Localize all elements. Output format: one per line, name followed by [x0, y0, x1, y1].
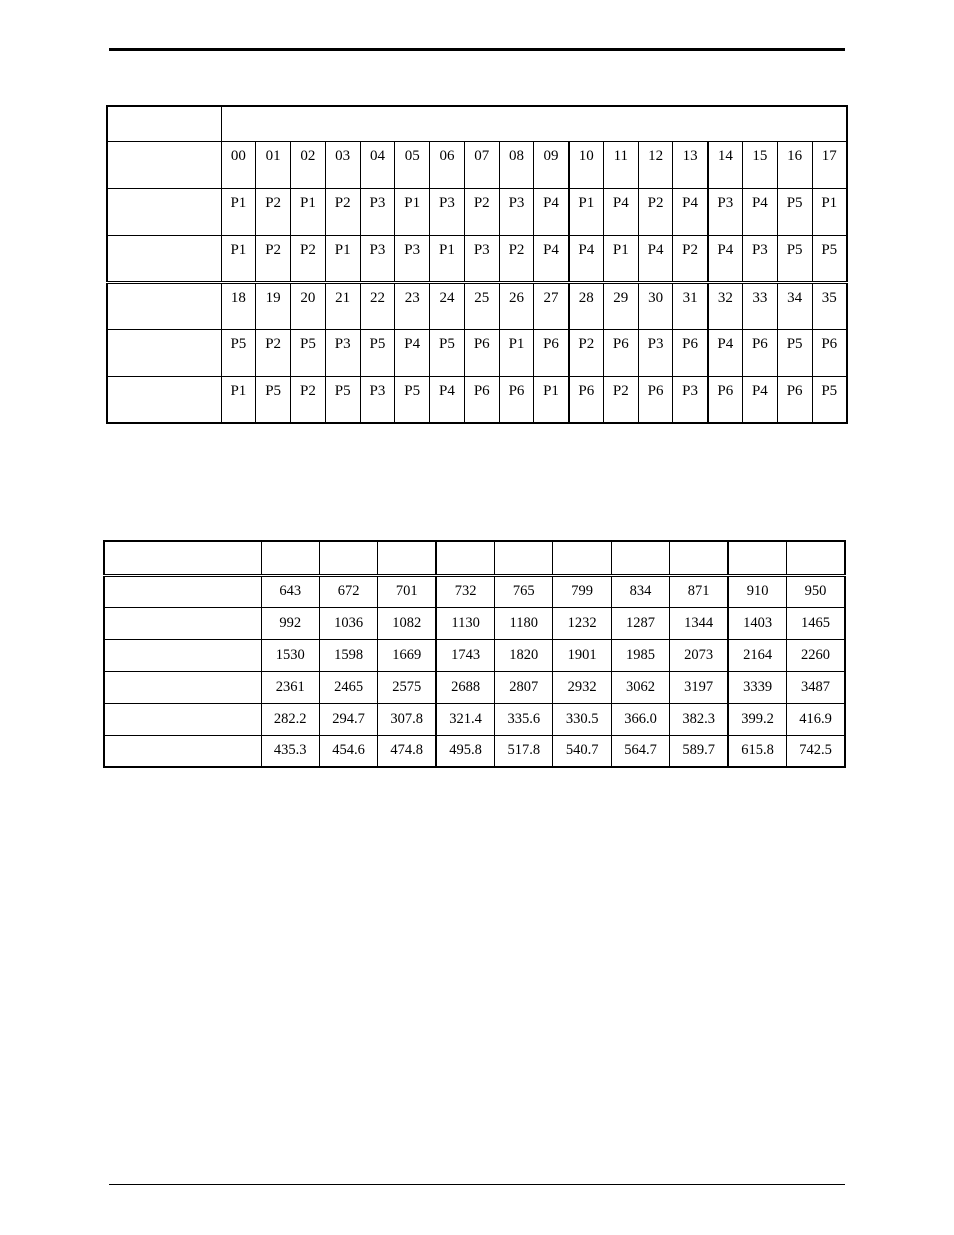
table-cell: P3: [360, 376, 395, 423]
table-cell: 28: [569, 282, 604, 329]
table-cell: 1669: [378, 639, 436, 671]
table-cell: 2688: [436, 671, 494, 703]
table-cell: 01: [256, 141, 291, 188]
table-cell: P4: [638, 235, 673, 282]
table-cell: 17: [812, 141, 847, 188]
header-cell: [261, 541, 319, 575]
table-cell: P3: [638, 329, 673, 376]
table-row: [107, 188, 847, 235]
table-cell: 04: [360, 141, 395, 188]
table-cell: P3: [742, 235, 777, 282]
table-cell: 1287: [611, 607, 669, 639]
table-cell: 366.0: [611, 703, 669, 735]
table-cell: 31: [673, 282, 708, 329]
table-cell: 2465: [319, 671, 377, 703]
table-cell: 765: [495, 575, 553, 607]
table-cell: 1820: [495, 639, 553, 671]
table-cell: 14: [708, 141, 743, 188]
table-cell: P5: [256, 376, 291, 423]
table-row: [104, 607, 845, 639]
table-cell: P4: [569, 235, 604, 282]
table-cell: P2: [499, 235, 534, 282]
table-cell: P1: [499, 329, 534, 376]
table-cell: 474.8: [378, 735, 436, 767]
table-cell: 435.3: [261, 735, 319, 767]
table-cell: 1036: [319, 607, 377, 639]
table-cell: 992: [261, 607, 319, 639]
header-cell: [553, 541, 611, 575]
table-cell: 1598: [319, 639, 377, 671]
table-cell: 05: [395, 141, 430, 188]
table-cell: 1344: [670, 607, 728, 639]
table-cell: 672: [319, 575, 377, 607]
header-rule: [109, 48, 845, 51]
table-cell: P6: [464, 329, 499, 376]
table-cell: 382.3: [670, 703, 728, 735]
table-cell: 20: [291, 282, 326, 329]
row-label-cell: [104, 671, 261, 703]
row-label-cell: [104, 735, 261, 767]
table-cell: P4: [742, 188, 777, 235]
table-cell: 1985: [611, 639, 669, 671]
table-cell: 2260: [787, 639, 845, 671]
table-cell: 540.7: [553, 735, 611, 767]
table-cell: P2: [256, 329, 291, 376]
table-cell: 454.6: [319, 735, 377, 767]
header-label-cell: [107, 106, 221, 141]
table-cell: 1530: [261, 639, 319, 671]
table-cell: 517.8: [495, 735, 553, 767]
table-cell: P2: [569, 329, 604, 376]
value-table: [103, 540, 846, 768]
table-cell: P3: [360, 235, 395, 282]
table-cell: P5: [777, 329, 812, 376]
row-label-cell: [107, 141, 221, 188]
table-cell: 11: [603, 141, 638, 188]
table-cell: 26: [499, 282, 534, 329]
table-cell: 495.8: [436, 735, 494, 767]
table-cell: 13: [673, 141, 708, 188]
table-cell: P6: [742, 329, 777, 376]
table-cell: P1: [603, 235, 638, 282]
table-cell: 294.7: [319, 703, 377, 735]
table-cell: P2: [673, 235, 708, 282]
table-cell: 02: [291, 141, 326, 188]
table-cell: 950: [787, 575, 845, 607]
table-cell: 15: [742, 141, 777, 188]
table-cell: 732: [436, 575, 494, 607]
table-cell: 27: [534, 282, 569, 329]
table-cell: P4: [673, 188, 708, 235]
table-row: [104, 639, 845, 671]
table-cell: P6: [777, 376, 812, 423]
table-cell: 22: [360, 282, 395, 329]
table-cell: 1232: [553, 607, 611, 639]
table-cell: 799: [553, 575, 611, 607]
row-label-cell: [104, 639, 261, 671]
table-cell: 2575: [378, 671, 436, 703]
table-cell: 19: [256, 282, 291, 329]
table-cell: 1180: [495, 607, 553, 639]
row-label-cell: [107, 329, 221, 376]
table-cell: P2: [638, 188, 673, 235]
table-cell: 282.2: [261, 703, 319, 735]
table-cell: 1465: [787, 607, 845, 639]
table-cell: 09: [534, 141, 569, 188]
table-cell: 34: [777, 282, 812, 329]
table-cell: P2: [603, 376, 638, 423]
table-cell: 335.6: [495, 703, 553, 735]
table-row: [107, 141, 847, 188]
table-cell: P1: [221, 376, 256, 423]
table-cell: 2164: [728, 639, 786, 671]
table-cell: P6: [534, 329, 569, 376]
table-cell: P5: [812, 235, 847, 282]
table-cell: P4: [534, 188, 569, 235]
table-cell: 06: [430, 141, 465, 188]
table-cell: 321.4: [436, 703, 494, 735]
table-cell: P2: [256, 188, 291, 235]
table-cell: P5: [360, 329, 395, 376]
table-cell: P5: [221, 329, 256, 376]
table-cell: P5: [777, 188, 812, 235]
table-cell: 29: [603, 282, 638, 329]
table-cell: 35: [812, 282, 847, 329]
table-cell: P3: [360, 188, 395, 235]
table-cell: 742.5: [787, 735, 845, 767]
table-cell: P4: [708, 329, 743, 376]
table-cell: P2: [291, 376, 326, 423]
table-cell: P1: [534, 376, 569, 423]
header-cell: [670, 541, 728, 575]
row-label-cell: [107, 235, 221, 282]
header-cell: [728, 541, 786, 575]
table-cell: P2: [256, 235, 291, 282]
table-cell: 3197: [670, 671, 728, 703]
table-cell: 2932: [553, 671, 611, 703]
table-cell: P3: [673, 376, 708, 423]
table-cell: 701: [378, 575, 436, 607]
table-cell: P5: [395, 376, 430, 423]
table-cell: 30: [638, 282, 673, 329]
table-cell: 834: [611, 575, 669, 607]
table-cell: 32: [708, 282, 743, 329]
header-cell: [319, 541, 377, 575]
table-cell: P1: [221, 188, 256, 235]
table-cell: P6: [708, 376, 743, 423]
table-cell: P1: [325, 235, 360, 282]
table-cell: P3: [464, 235, 499, 282]
table-cell: 08: [499, 141, 534, 188]
table-row: [104, 735, 845, 767]
table-cell: 399.2: [728, 703, 786, 735]
table-cell: 2073: [670, 639, 728, 671]
table-cell: 3062: [611, 671, 669, 703]
table-cell: P6: [638, 376, 673, 423]
channel-table-body: [107, 106, 847, 423]
table-cell: P1: [395, 188, 430, 235]
table-cell: 3339: [728, 671, 786, 703]
table-row: [107, 282, 847, 329]
table-cell: P6: [499, 376, 534, 423]
table-cell: P5: [291, 329, 326, 376]
table-cell: P6: [812, 329, 847, 376]
table-cell: 307.8: [378, 703, 436, 735]
table-cell: P6: [603, 329, 638, 376]
table-cell: P1: [430, 235, 465, 282]
table-cell: 615.8: [728, 735, 786, 767]
row-label-cell: [107, 376, 221, 423]
table-cell: 330.5: [553, 703, 611, 735]
table-cell: P6: [673, 329, 708, 376]
table-cell: 25: [464, 282, 499, 329]
table-row: [107, 376, 847, 423]
table-cell: 24: [430, 282, 465, 329]
row-label-cell: [107, 282, 221, 329]
table-cell: 23: [395, 282, 430, 329]
table-cell: P6: [569, 376, 604, 423]
header-label-cell: [104, 541, 261, 575]
table-cell: 643: [261, 575, 319, 607]
table-cell: 1403: [728, 607, 786, 639]
table-cell: P2: [291, 235, 326, 282]
channel-assignment-table: [106, 105, 848, 424]
table-cell: 2361: [261, 671, 319, 703]
table-cell: 00: [221, 141, 256, 188]
table-header-row: [104, 541, 845, 575]
row-label-cell: [104, 575, 261, 607]
header-cell: [436, 541, 494, 575]
table-cell: P2: [464, 188, 499, 235]
table-cell: P1: [812, 188, 847, 235]
table-cell: P3: [325, 329, 360, 376]
table-cell: 12: [638, 141, 673, 188]
table-cell: P3: [395, 235, 430, 282]
table-cell: P4: [534, 235, 569, 282]
row-label-cell: [104, 703, 261, 735]
table-cell: 564.7: [611, 735, 669, 767]
table-cell: P4: [395, 329, 430, 376]
table-cell: 10: [569, 141, 604, 188]
header-cell: [378, 541, 436, 575]
table-cell: 1130: [436, 607, 494, 639]
table-cell: P1: [221, 235, 256, 282]
table-header-row: [107, 106, 847, 141]
table-cell: 07: [464, 141, 499, 188]
table-cell: P3: [430, 188, 465, 235]
row-label-cell: [107, 188, 221, 235]
table-cell: P4: [603, 188, 638, 235]
row-label-cell: [104, 607, 261, 639]
table-cell: P3: [708, 188, 743, 235]
table-cell: 910: [728, 575, 786, 607]
table-cell: 2807: [495, 671, 553, 703]
table-cell: 416.9: [787, 703, 845, 735]
header-span-cell: [221, 106, 847, 141]
header-cell: [495, 541, 553, 575]
table-cell: P3: [499, 188, 534, 235]
table-cell: P1: [569, 188, 604, 235]
table-cell: P1: [291, 188, 326, 235]
table-row: [107, 235, 847, 282]
table-cell: 18: [221, 282, 256, 329]
table-cell: 21: [325, 282, 360, 329]
header-cell: [787, 541, 845, 575]
table-cell: P5: [777, 235, 812, 282]
table-cell: 1082: [378, 607, 436, 639]
table-row: [104, 575, 845, 607]
table-cell: P5: [325, 376, 360, 423]
table-cell: P4: [430, 376, 465, 423]
table-row: [104, 671, 845, 703]
table-row: [104, 703, 845, 735]
header-cell: [611, 541, 669, 575]
table-cell: P5: [430, 329, 465, 376]
table-cell: 1743: [436, 639, 494, 671]
table-cell: P5: [812, 376, 847, 423]
table-cell: 33: [742, 282, 777, 329]
table-cell: P4: [742, 376, 777, 423]
table-cell: P2: [325, 188, 360, 235]
table-cell: 871: [670, 575, 728, 607]
value-table-body: [104, 541, 845, 767]
footer-rule: [109, 1184, 845, 1185]
table-cell: P6: [464, 376, 499, 423]
table-cell: 3487: [787, 671, 845, 703]
table-cell: 589.7: [670, 735, 728, 767]
table-cell: 03: [325, 141, 360, 188]
table-cell: 16: [777, 141, 812, 188]
table-cell: P4: [708, 235, 743, 282]
table-row: [107, 329, 847, 376]
table-cell: 1901: [553, 639, 611, 671]
